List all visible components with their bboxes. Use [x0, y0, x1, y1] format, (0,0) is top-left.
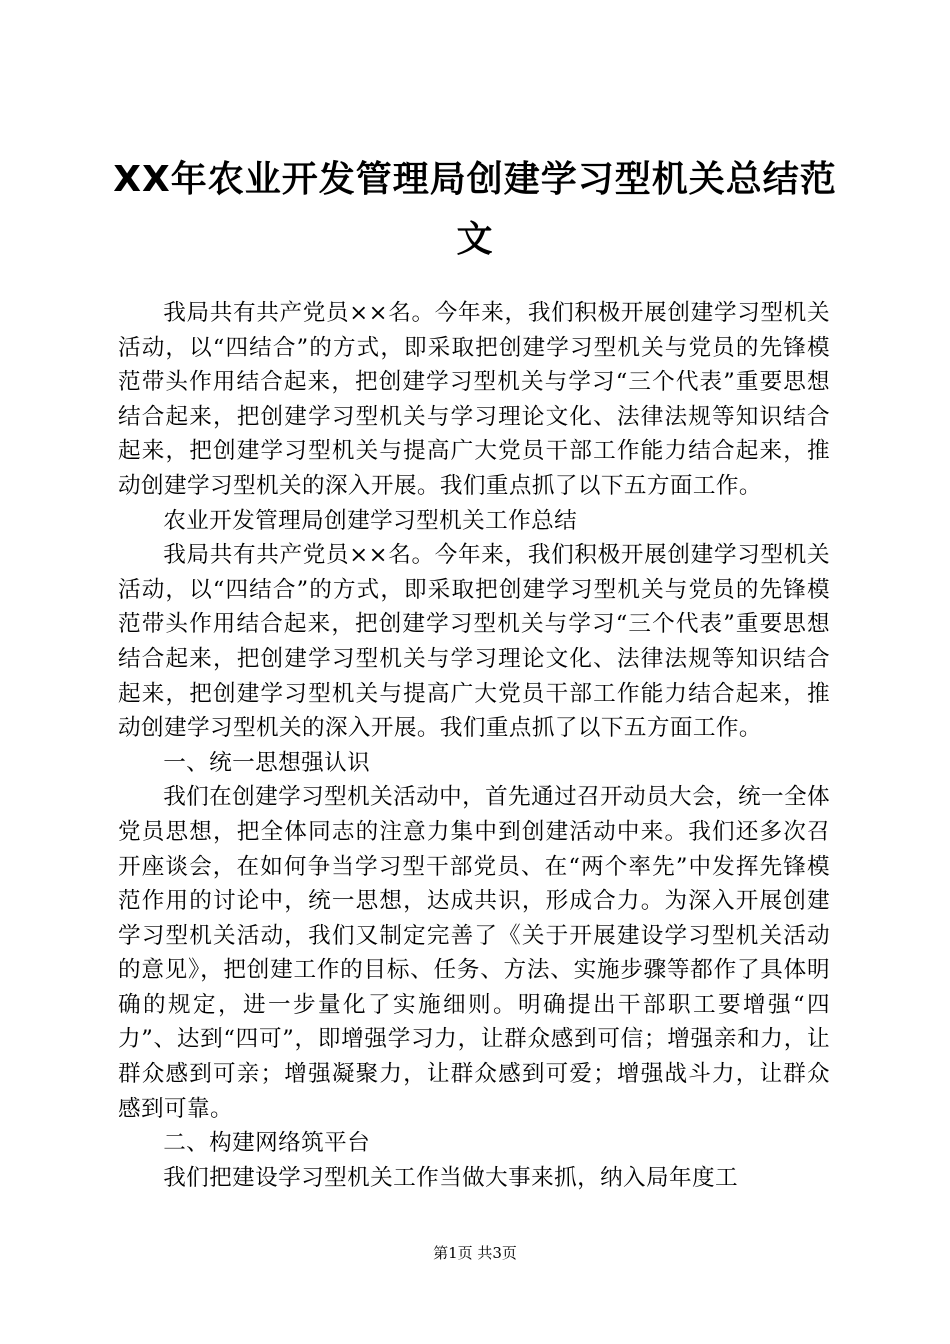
section-heading: 一、统一思想强认识: [163, 749, 371, 776]
document-body: [118, 296, 830, 1195]
document-title: XX年农业开发管理局创建学习型机关总结范文: [113, 159, 837, 260]
paragraph: 我们在创建学习型机关活动中，首先通过召开动员大会，统一全体党员思想，把全体同志的注意力集中到创建活动中来。我们还多次召开座谈会，在如何争当学习型干部党员、在“两个率先”中发挥先锋模范作用的讨论中，统一思想，达成共识，形成合力。为深入开展创建学习型机关活动，我们又制定完善了《关于开展建设学习型机关活动的意见》，把创建工作的目标、任务、方法、实施步骤等都作了具体明确的规定，进一步量化了实施细则。明确提出干部职工要增强“四力”、达到“四可”，即增强学习力，让群众感到可信；增强亲和力，让群众感到可亲；增强凝聚力，让群众感到可爱；增强战斗力，让群众感到可靠。: [118, 784, 831, 1122]
paragraph: 我局共有共产党员××名。今年来，我们积极开展创建学习型机关活动，以“四结合”的方式，即采取把创建学习型机关与党员的先锋模范带头作用结合起来，把创建学习型机关与学习“三个代表”重要思想结合起来，把创建学习型机关与学习理论文化、法律法规等知识结合起来，把创建学习型机关与提高广大党员干部工作能力结合起来，推动创建学习型机关的深入开展。我们重点抓了以下五方面工作。: [118, 300, 830, 499]
paragraph-subtitle: 农业开发管理局创建学习型机关工作总结: [163, 507, 578, 534]
page-footer: 第1页 共3页: [433, 1244, 517, 1262]
paragraph: 我局共有共产党员××名。今年来，我们积极开展创建学习型机关活动，以“四结合”的方式，即采取把创建学习型机关与党员的先锋模范带头作用结合起来，把创建学习型机关与学习“三个代表”重要思想结合起来，把创建学习型机关与学习理论文化、法律法规等知识结合起来，把创建学习型机关与提高广大党员干部工作能力结合起来，推动创建学习型机关的深入开展。我们重点抓了以下五方面工作。: [118, 542, 830, 742]
section-heading: 二、构建网络筑平台: [163, 1130, 371, 1157]
paragraph: 我们把建设学习型机关工作当做大事来抓，纳入局年度工: [163, 1164, 739, 1191]
